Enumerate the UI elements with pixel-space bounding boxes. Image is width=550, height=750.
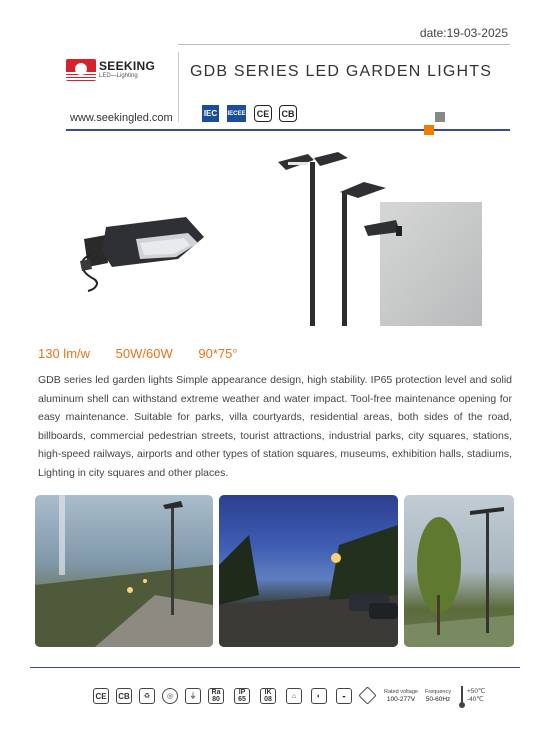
luminaire-product-image	[66, 205, 211, 295]
ce-cert-icon: CE	[254, 105, 272, 122]
decor-orange-square	[424, 125, 434, 135]
frequency: Frequency 50-60Hz	[425, 689, 451, 703]
logo-mark-icon	[66, 59, 96, 81]
lamp-icon: ⌂	[286, 688, 302, 704]
application-photo-garden-path	[35, 495, 213, 647]
rated-voltage: Rated voltage 100-277V	[384, 689, 418, 703]
surge-icon: ◒	[336, 688, 352, 704]
safety-class-icon: ◎	[162, 688, 178, 704]
ik08-icon: IK 08	[260, 688, 276, 704]
pole-lights-product-image	[268, 148, 488, 328]
power-spec: 50W/60W	[115, 346, 173, 361]
footer-rule	[30, 667, 520, 668]
document-title: GDB SERIES LED GARDEN LIGHTS	[190, 63, 493, 80]
header-bottom-rule	[66, 129, 510, 131]
cb-icon: CB	[116, 688, 132, 704]
recycle-icon: ♻	[139, 688, 155, 704]
ce-icon: CE	[93, 688, 109, 704]
key-specs	[38, 346, 260, 361]
operating-temperature: +50℃ -40℃	[467, 688, 486, 703]
iec-cert-icon: IEC	[202, 105, 219, 122]
beam-angle-spec: 90*75°	[198, 346, 238, 361]
ground-icon: ⏚	[185, 688, 201, 704]
cb-cert-icon: CB	[279, 105, 297, 122]
efficacy-spec: 130 lm/w	[38, 346, 91, 361]
brand-name: SEEKING	[99, 59, 156, 73]
driver-icon	[358, 686, 376, 704]
ip65-icon: IP 65	[234, 688, 250, 704]
thermometer-icon	[459, 686, 465, 708]
product-description: GDB series led garden lights Simple appearance design, high stability. IP65 protection level and solid aluminum shell can withstand extreme weather and water impact. Tool-free maintenance opening for easy maintenance. Suitable for parks, villa courtyards, residential areas, both sides of the road, billboards, commercial pedestrian streets, tourist attractions, industrial parks, city squares, stations, high-speed railways, airports and other types of station squares, museums, exhibition halls, stadiums, Lighting in city squares and other places.	[38, 374, 512, 479]
dimming-icon: ◐	[311, 688, 327, 704]
brand-logo	[66, 59, 176, 81]
decor-gray-square	[435, 112, 445, 122]
header-divider	[178, 44, 510, 45]
header-vertical-divider	[178, 52, 179, 122]
application-photo-park-trees	[404, 495, 514, 647]
iecee-cert-icon: IECEE	[227, 105, 246, 122]
document-date: date:19-03-2025	[419, 26, 508, 40]
website-link[interactable]: www.seekingled.com	[70, 112, 173, 124]
ra-80-icon: Ra 80	[208, 688, 224, 704]
brand-subtitle: LED—Lighting	[99, 73, 138, 79]
application-photo-night-street	[219, 495, 398, 647]
